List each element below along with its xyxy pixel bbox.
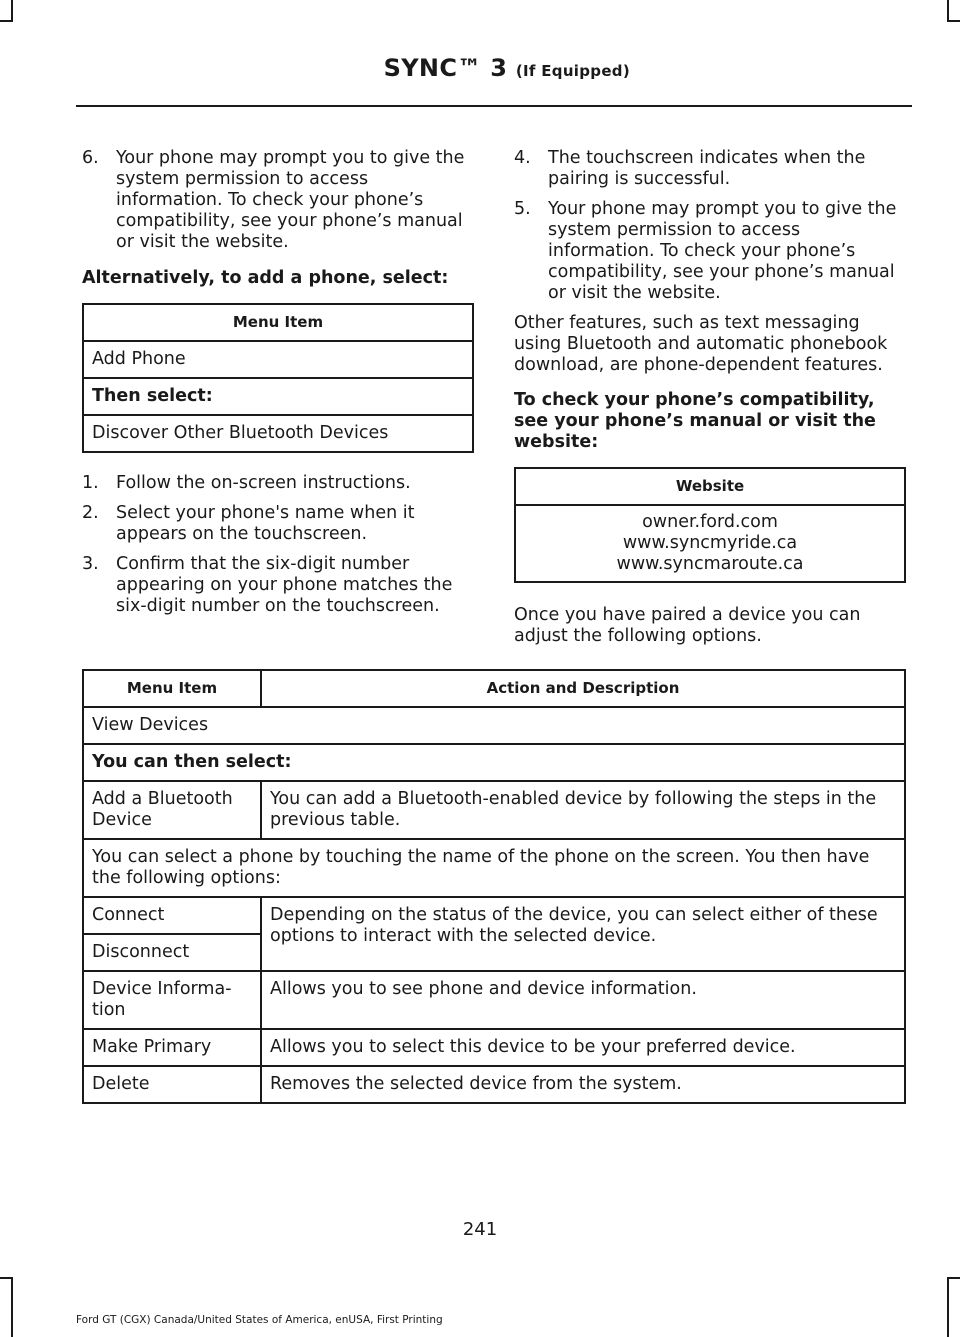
table-header: Action and Description [261,670,905,707]
list-item [514,199,906,304]
table-cell: Connect [83,897,261,934]
list-item [514,148,906,190]
left-column [82,148,474,626]
table-cell: Then select: [83,378,473,415]
step-text: Select your phone's name when it appears on the touchscreen. [116,503,415,544]
table-cell: Depending on the status of the device, you can select either of these options to interact with the selected device. [261,897,905,971]
table-cell: Add Phone [83,341,473,378]
table-cell: Removes the selected device from the system. [261,1066,905,1103]
table-cell: Add a Bluetooth Device [83,781,261,839]
step-text: Your phone may prompt you to give the system permission to access information. To check your phone’s compatibility, see your phone’s manual or visit the website. [116,148,465,252]
step-number: 6. [82,148,99,168]
table-cell: Allows you to select this device to be your preferred device. [261,1029,905,1066]
footer-text: Ford GT (CGX) Canada/United States of America, enUSA, First Printing [76,1314,443,1326]
crop-mark [947,1277,960,1279]
step-list [82,148,474,253]
crop-mark [947,20,960,22]
step-text: Follow the on-screen instructions. [116,473,411,493]
website-link[interactable]: www.syncmyride.ca [622,533,798,553]
section-subtitle: (If Equipped) [515,62,630,80]
crop-mark [947,0,949,22]
step-text: The touchscreen indicates when the pairing is successful. [548,148,866,189]
table-header: Website [515,468,905,505]
table-header: Menu Item [83,670,261,707]
right-column [514,148,906,661]
list-item [82,148,474,253]
step-number: 4. [514,148,531,168]
table-cell: Device Informa-tion [83,971,261,1029]
table-cell [515,505,905,582]
section-title: SYNC™ 3 [383,54,508,82]
menu-table [82,303,474,453]
table-cell: Make Primary [83,1029,261,1066]
body-paragraph: Once you have paired a device you can adjust the following options. [514,605,861,646]
crop-mark [0,1277,13,1279]
body-paragraph: Other features, such as text messaging using Bluetooth and automatic phonebook download, are phone-dependent features. [514,313,888,375]
step-list [82,473,474,617]
step-text: Confirm that the six-digit number appearing on your phone matches the six-digit number on the touchscreen. [116,554,453,616]
step-number: 1. [82,473,99,493]
table-cell: You can select a phone by touching the name of the phone on the screen. You then have the following options: [83,839,905,897]
crop-mark [11,0,13,22]
table-cell: Allows you to see phone and device information. [261,971,905,1029]
table-cell: You can then select: [83,744,905,781]
page-number: 241 [462,1219,498,1240]
section-heading: Alternatively, to add a phone, select: [82,268,449,288]
options-table [82,669,906,1104]
table-cell: Disconnect [83,934,261,971]
table-cell: View Devices [83,707,905,744]
step-number: 2. [82,503,99,523]
step-number: 5. [514,199,531,219]
step-text: Your phone may prompt you to give the system permission to access information. To check your phone’s compatibility, see your phone’s manual or visit the website. [548,199,897,303]
website-link[interactable]: owner.ford.com [642,512,778,532]
crop-mark [947,1277,949,1337]
list-item [82,473,474,494]
website-table [514,467,906,583]
website-link[interactable]: www.syncmaroute.ca [616,554,804,574]
page-title [384,54,630,82]
header-divider [76,105,912,107]
crop-mark [11,1277,13,1337]
crop-mark [0,20,13,22]
table-cell: Delete [83,1066,261,1103]
table-cell: You can add a Bluetooth-enabled device by following the steps in the previous table. [261,781,905,839]
table-header: Menu Item [83,304,473,341]
table-cell: Discover Other Bluetooth Devices [83,415,473,452]
section-heading: To check your phone’s compatibility, see your phone’s manual or visit the website: [514,390,876,452]
step-list [514,148,906,304]
list-item [82,554,474,617]
step-number: 3. [82,554,99,574]
list-item [82,503,474,545]
